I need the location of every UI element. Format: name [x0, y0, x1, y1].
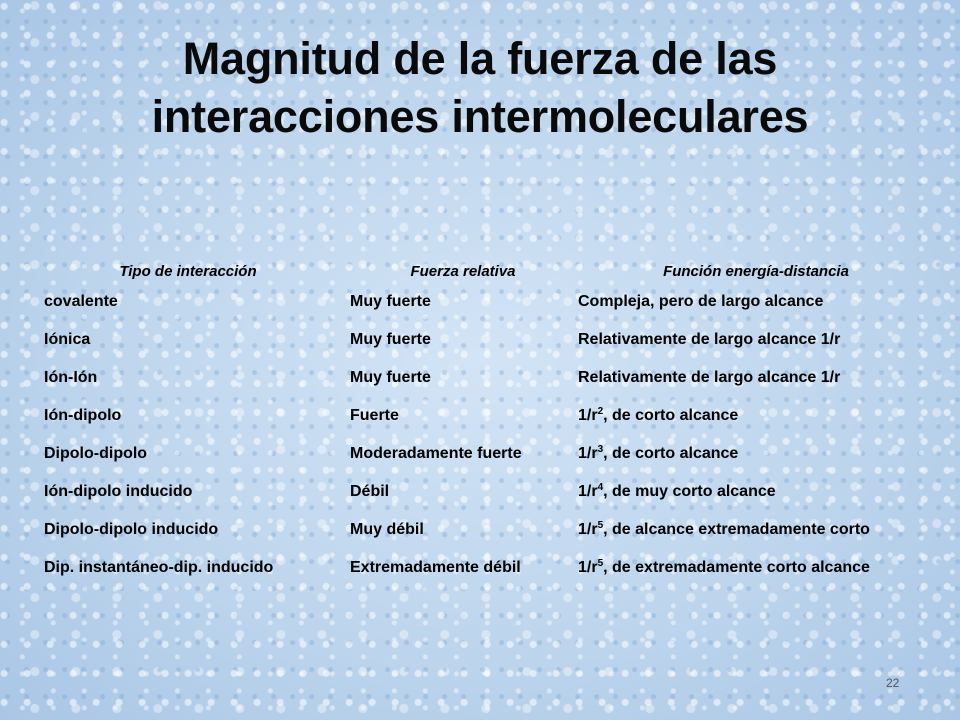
funcion-rest: , de corto alcance: [603, 445, 739, 462]
cell-tipo: Ión-Ión: [44, 369, 98, 386]
cell-fuerza: Muy fuerte: [350, 331, 431, 348]
cell-tipo: Ión-dipolo inducido: [44, 483, 193, 500]
cell-tipo: Dipolo-dipolo: [44, 445, 148, 462]
column-header-fuerza: Fuerza relativa: [410, 263, 516, 280]
cell-funcion: [578, 402, 738, 430]
funcion-base: 1/r: [578, 521, 598, 538]
cell-fuerza: Muy fuerte: [350, 369, 431, 386]
funcion-base: 1/r: [578, 483, 598, 500]
table-row: [38, 364, 938, 402]
table-row: [38, 288, 938, 326]
cell-tipo: Dip. instantáneo-dip. inducido: [44, 559, 274, 576]
slide-title: [0, 30, 960, 146]
funcion-rest: , de extremadamente corto alcance: [603, 559, 870, 576]
cell-funcion: [578, 364, 840, 392]
funcion-exponent: 4: [597, 482, 604, 493]
slide-title-line-1: Magnitud de la fuerza de las: [182, 33, 778, 84]
cell-funcion: [578, 516, 870, 544]
cell-funcion: [578, 440, 738, 468]
cell-fuerza: Muy fuerte: [350, 293, 431, 310]
cell-funcion: [578, 478, 776, 506]
cell-fuerza: Fuerte: [350, 407, 399, 424]
funcion-base: 1/r: [578, 407, 598, 424]
funcion-base: Compleja, pero de largo alcance: [578, 293, 824, 310]
table-row: [38, 326, 938, 364]
funcion-rest: , de muy corto alcance: [603, 483, 776, 500]
cell-tipo: Iónica: [44, 331, 91, 348]
cell-funcion: [578, 554, 870, 582]
funcion-base: Relativamente de largo alcance 1/r: [578, 369, 841, 386]
slide-title-line-2: interacciones intermoleculares: [151, 91, 809, 142]
cell-funcion: [578, 326, 840, 354]
column-header-funcion: Función energía-distancia: [663, 263, 849, 280]
interactions-table: [38, 258, 938, 592]
funcion-base: 1/r: [578, 445, 598, 462]
funcion-base: Relativamente de largo alcance 1/r: [578, 331, 841, 348]
cell-tipo: Dipolo-dipolo inducido: [44, 521, 219, 538]
cell-fuerza: Extremadamente débil: [350, 559, 521, 576]
table-row: [38, 440, 938, 478]
cell-fuerza: Muy débil: [350, 521, 424, 538]
table-row: [38, 554, 938, 592]
cell-tipo: covalente: [44, 293, 118, 310]
cell-fuerza: Débil: [350, 483, 390, 500]
table-row: [38, 402, 938, 440]
funcion-exponent: 5: [597, 520, 604, 531]
funcion-base: 1/r: [578, 559, 598, 576]
page-number: 22: [886, 676, 900, 690]
funcion-exponent: 2: [597, 406, 604, 417]
funcion-rest: , de alcance extremadamente corto: [603, 521, 870, 538]
column-header-tipo: Tipo de interacción: [119, 263, 257, 280]
table-header-row: [38, 258, 938, 288]
table-row: [38, 478, 938, 516]
cell-fuerza: Moderadamente fuerte: [350, 445, 522, 462]
funcion-exponent: 3: [597, 444, 604, 455]
cell-tipo: Ión-dipolo: [44, 407, 122, 424]
cell-funcion: [578, 288, 823, 316]
funcion-exponent: 5: [597, 558, 604, 569]
table-row: [38, 516, 938, 554]
funcion-rest: , de corto alcance: [603, 407, 739, 424]
